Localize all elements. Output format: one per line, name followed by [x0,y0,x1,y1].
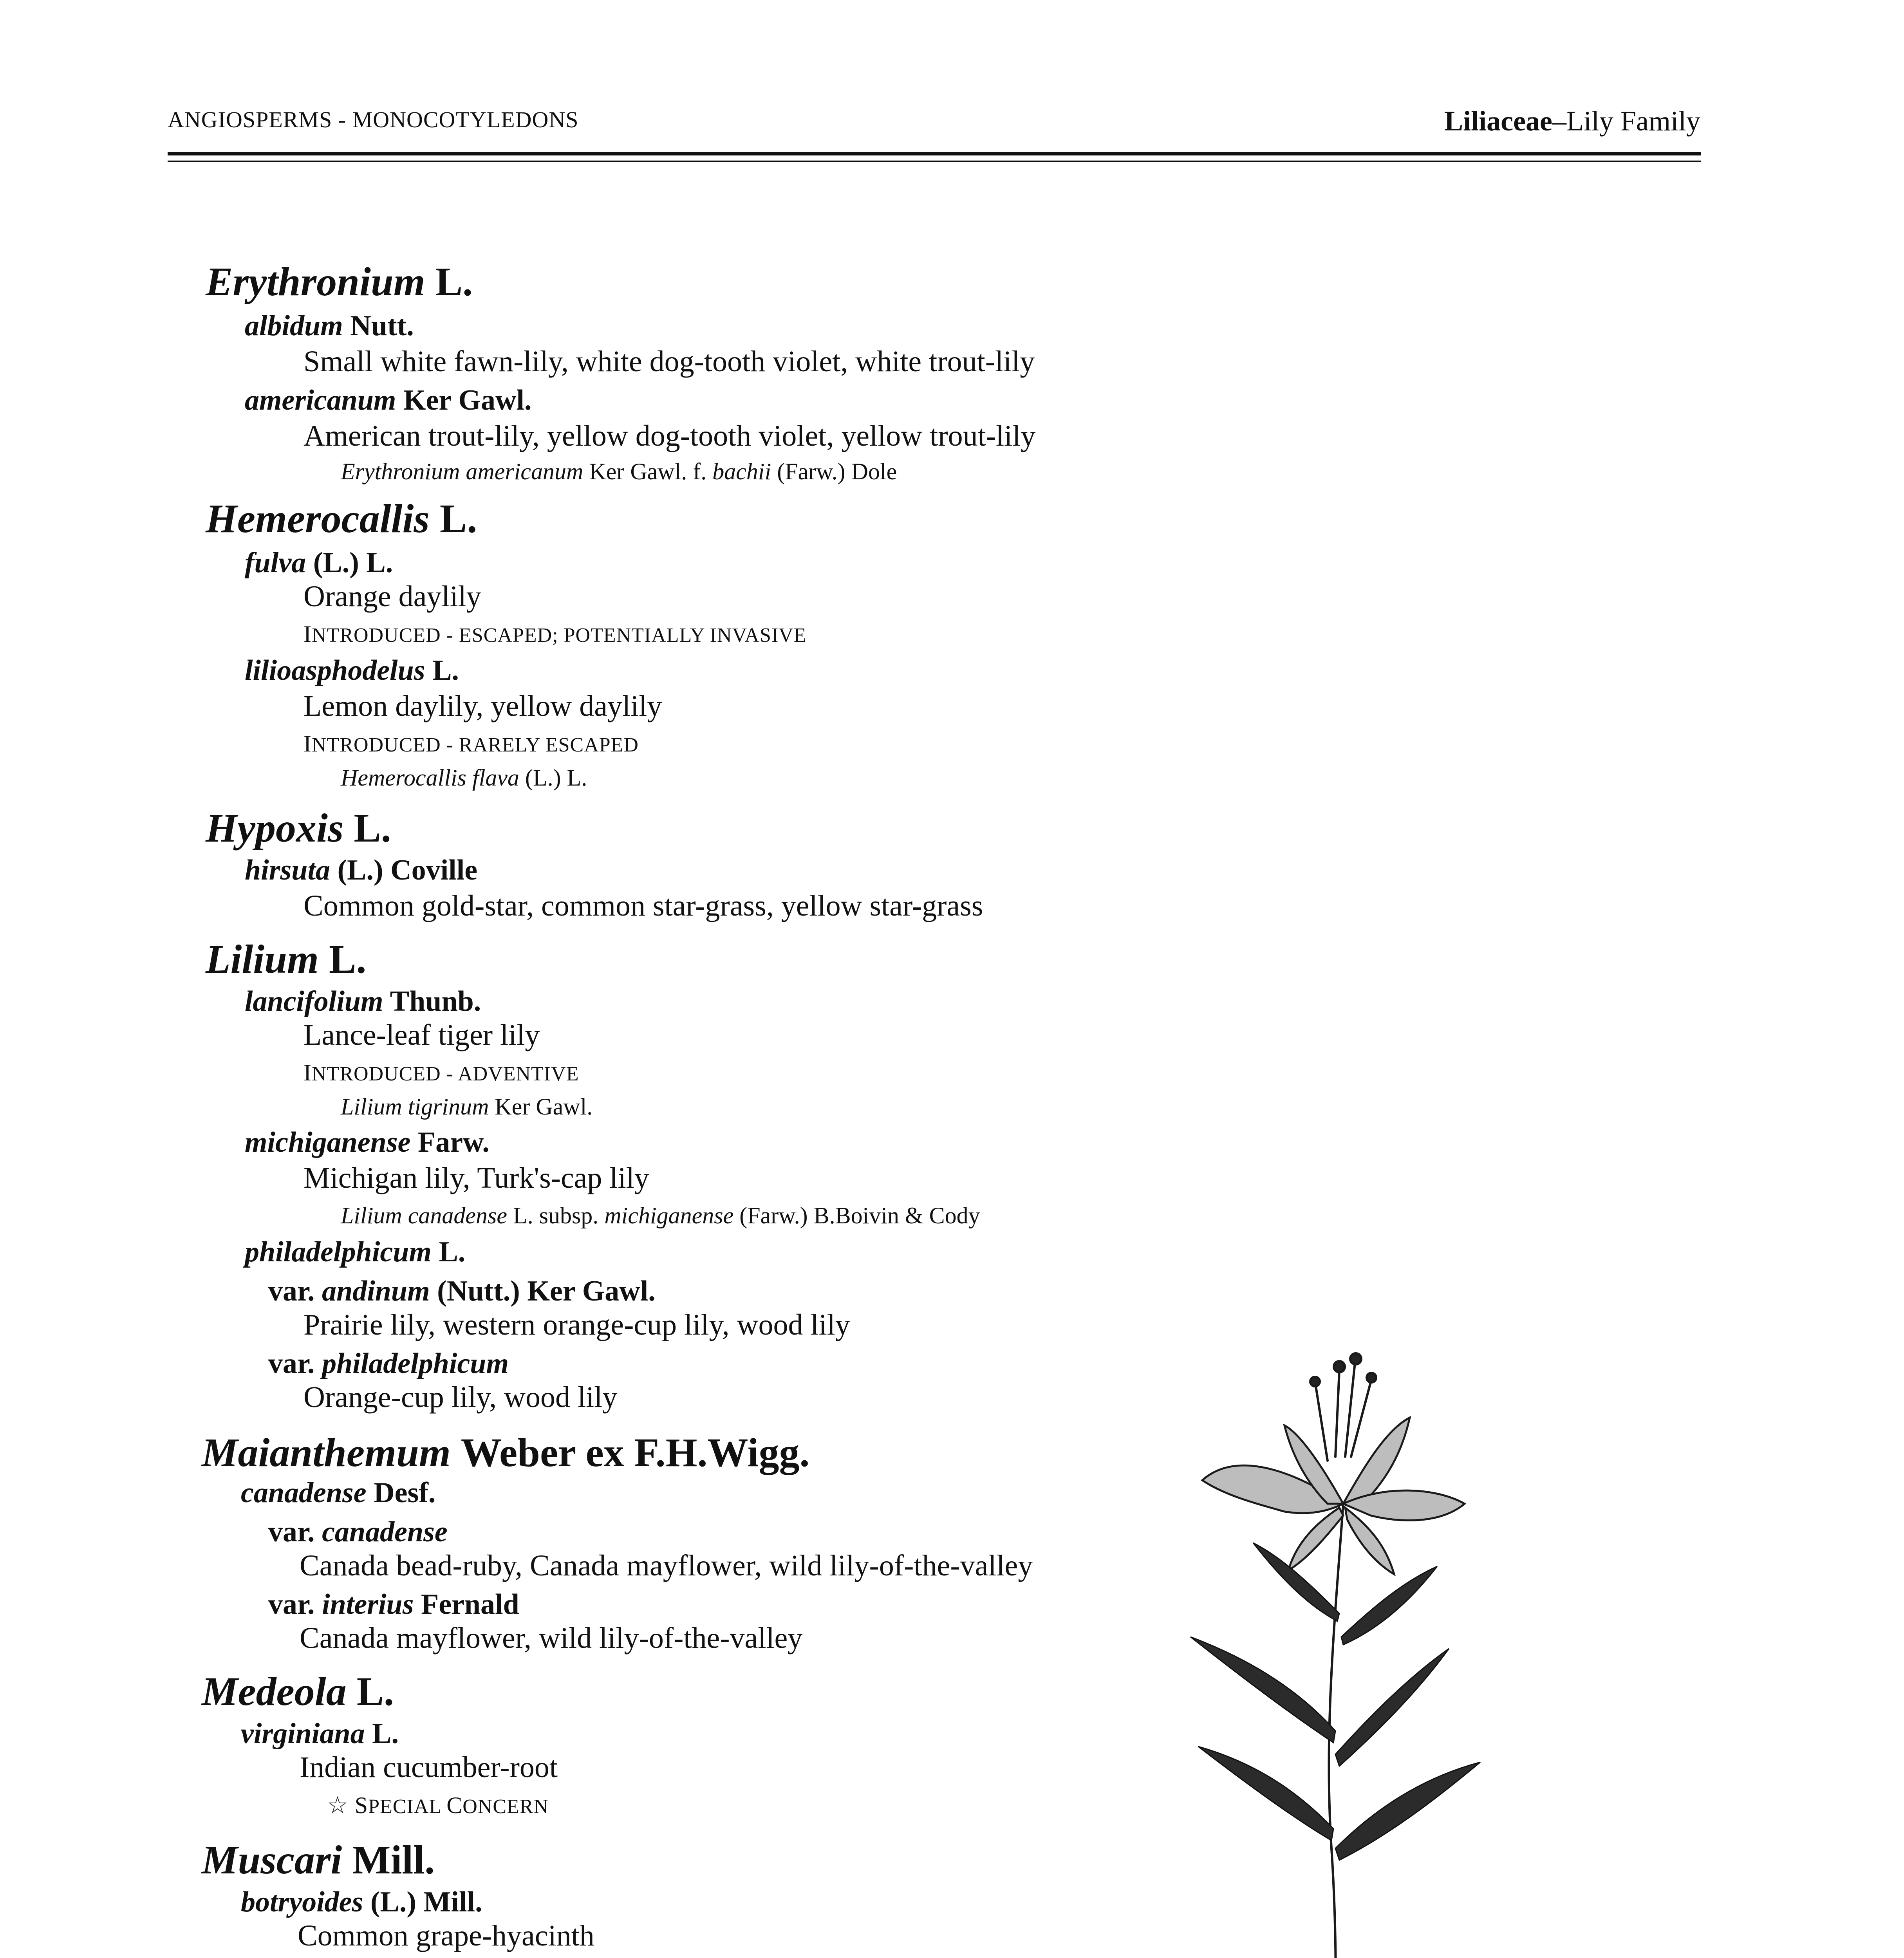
variety-canadense: var. canadense [268,1516,448,1548]
species-hirsuta: hirsuta (L.) Coville [245,854,478,886]
genus-muscari: Muscari Mill. [202,1837,435,1882]
genus-hemerocallis: Hemerocallis L. [206,496,477,541]
common-name-albidum: Small white fawn-lily, white dog-tooth violet, white trout-lily [303,345,1035,378]
common-name-andinum: Prairie lily, western orange-cup lily, wood lily [303,1308,850,1341]
common-name-botryoides: Common grape-hyacinth [298,1919,594,1952]
common-name-americanum: American trout-lily, yellow dog-tooth violet, yellow trout-lily [303,419,1036,452]
variety-interius: var. interius Fernald [268,1588,519,1620]
running-header-section: ANGIOSPERMS - MONOCOTYLEDONS [168,107,579,132]
status-virginiana: ☆ SPECIAL CONCERN [327,1792,549,1818]
species-fulva: fulva (L.) L. [245,547,393,579]
variety-andinum: var. andinum (Nutt.) Ker Gawl. [268,1275,656,1307]
common-name-fulva: Orange daylily [303,580,481,613]
common-name-var-philadelphicum: Orange-cup lily, wood lily [303,1381,618,1414]
status-lilioasphodelus: INTRODUCED - RARELY ESCAPED [303,731,639,757]
species-americanum: americanum Ker Gawl. [245,384,532,416]
species-philadelphicum: philadelphicum L. [245,1236,466,1268]
synonym-michiganense: Lilium canadense L. subsp. michiganense (Farw.) B.Boivin & Cody [341,1203,980,1228]
synonym-americanum: Erythronium americanum Ker Gawl. f. bachii (Farw.) Dole [341,459,897,484]
common-name-virginiana: Indian cucumber-root [300,1751,558,1784]
synonym-lancifolium: Lilium tigrinum Ker Gawl. [341,1094,593,1120]
header-rule-thick [168,152,1701,155]
running-header-family: Liliaceae–Lily Family [1444,105,1700,137]
species-michiganense: michiganense Farw. [245,1126,490,1158]
common-name-hirsuta: Common gold-star, common star-grass, yellow star-grass [303,889,983,922]
common-name-michiganense: Michigan lily, Turk's-cap lily [303,1161,649,1194]
status-lancifolium: INTRODUCED - ADVENTIVE [303,1060,579,1086]
genus-erythronium: Erythronium L. [206,259,473,304]
genus-maianthemum: Maianthemum Weber ex F.H.Wigg. [202,1430,810,1475]
header-rule-thin [168,161,1701,162]
variety-philadelphicum: var. philadelphicum [268,1347,509,1380]
genus-medeola: Medeola L. [202,1669,394,1714]
species-botryoides: botryoides (L.) Mill. [241,1886,482,1918]
status-fulva: INTRODUCED - ESCAPED; POTENTIALLY INVASIVE [303,621,807,647]
species-albidum: albidum Nutt. [245,310,414,342]
species-lancifolium: lancifolium Thunb. [245,985,481,1017]
common-name-interius: Canada mayflower, wild lily-of-the-valley [300,1622,803,1655]
genus-lilium: Lilium L. [206,937,367,982]
common-name-lancifolium: Lance-leaf tiger lily [303,1019,540,1051]
synonym-lilioasphodelus: Hemerocallis flava (L.) L. [341,765,587,791]
common-name-var-canadense: Canada bead-ruby, Canada mayflower, wild lily-of-the-valley [300,1549,1033,1582]
species-virginiana: virginiana L. [241,1718,399,1750]
species-lilioasphodelus: lilioasphodelus L. [245,654,459,686]
star-icon: ☆ [327,1792,349,1818]
common-name-lilioasphodelus: Lemon daylily, yellow daylily [303,690,662,723]
genus-hypoxis: Hypoxis L. [206,806,391,851]
species-canadense: canadense Desf. [241,1477,436,1509]
lily-plant-illustration [1167,1339,1574,1958]
